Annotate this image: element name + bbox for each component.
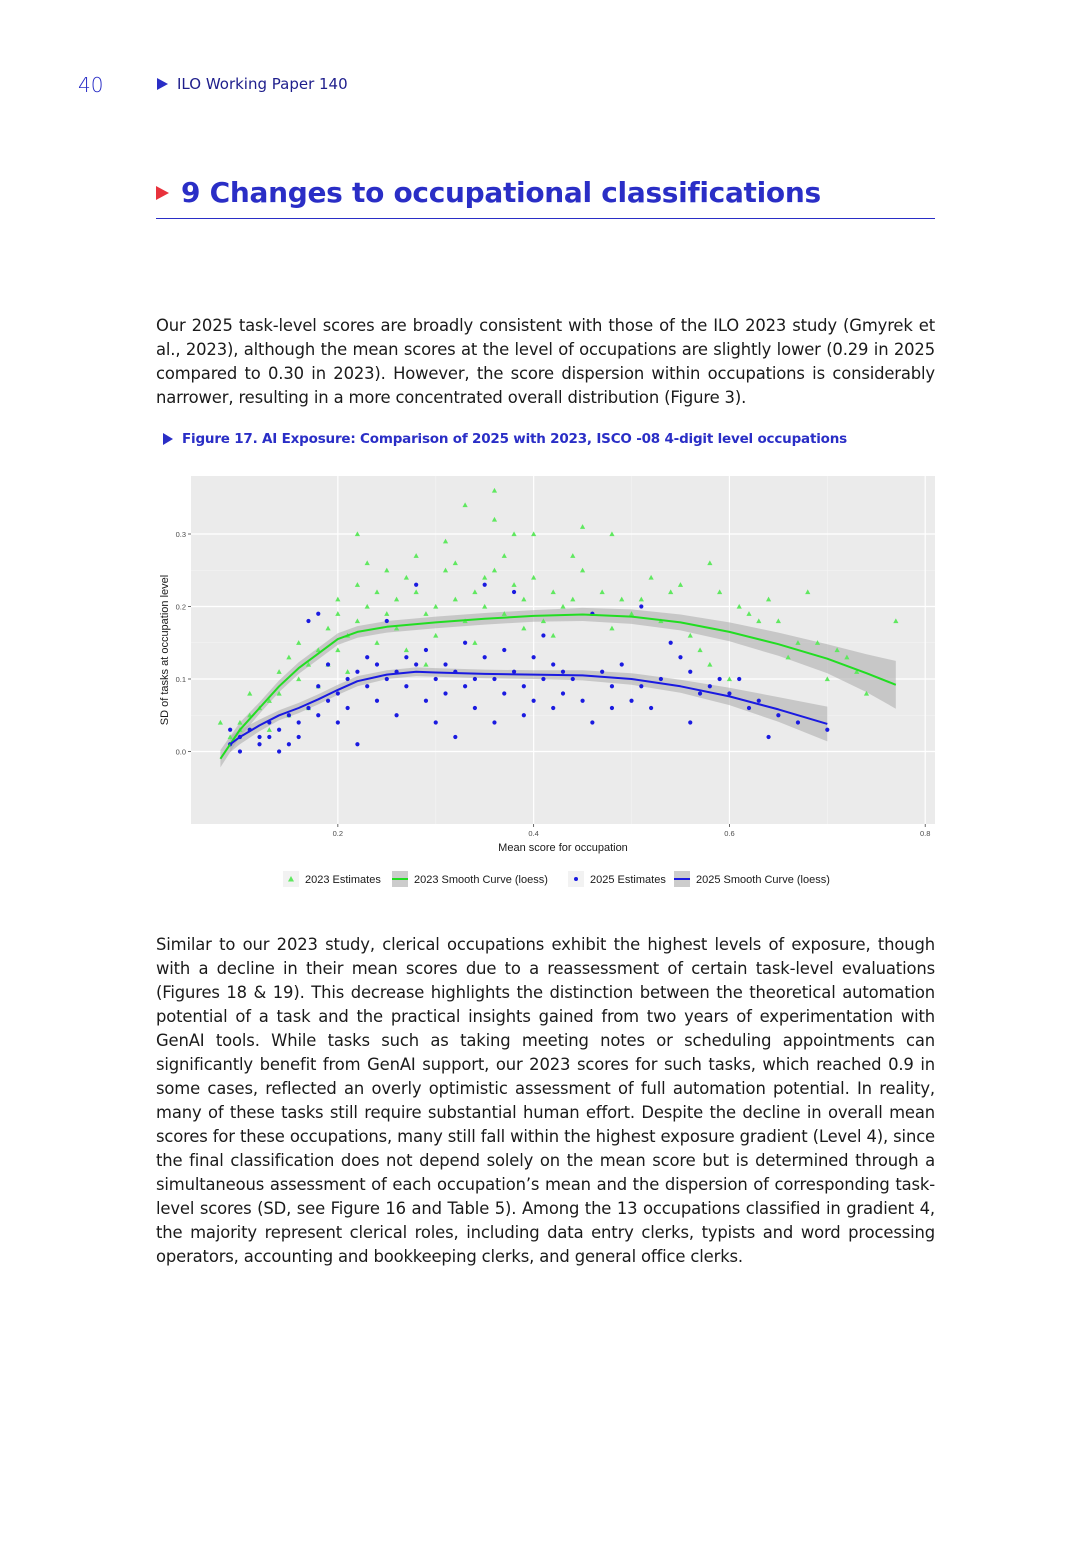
data-point-2025 [757, 699, 761, 703]
figure-caption [163, 431, 847, 447]
data-point-2025 [346, 677, 350, 681]
data-point-2025 [639, 604, 643, 608]
data-point-2025 [708, 684, 712, 688]
data-point-2025 [727, 691, 731, 695]
data-point-2025 [580, 699, 584, 703]
triangle-right-icon [163, 433, 173, 445]
data-point-2025 [718, 677, 722, 681]
data-point-2025 [306, 706, 310, 710]
data-point-2025 [473, 677, 477, 681]
data-point-2025 [414, 583, 418, 587]
data-point-2025 [688, 720, 692, 724]
data-point-2025 [336, 720, 340, 724]
data-point-2025 [492, 677, 496, 681]
data-point-2025 [277, 749, 281, 753]
data-point-2025 [316, 713, 320, 717]
data-point-2025 [551, 706, 555, 710]
data-point-2025 [492, 720, 496, 724]
figure-caption-text: Figure 17. AI Exposure: Comparison of 2025 with 2023, ISCO -08 4-digit level occupations [182, 431, 847, 447]
data-point-2025 [355, 742, 359, 746]
data-point-2025 [257, 742, 261, 746]
x-axis-title: Mean score for occupation [498, 842, 628, 854]
x-tick-label: 0.2 [332, 829, 344, 838]
data-point-2025 [737, 677, 741, 681]
data-point-2025 [287, 742, 291, 746]
data-point-2025 [610, 706, 614, 710]
data-point-2025 [453, 735, 457, 739]
data-point-2025 [669, 641, 673, 645]
data-point-2025 [365, 684, 369, 688]
data-point-2025 [502, 691, 506, 695]
data-point-2025 [483, 583, 487, 587]
triangle-right-icon [157, 78, 168, 90]
data-point-2025 [287, 713, 291, 717]
data-point-2025 [394, 713, 398, 717]
data-point-2025 [561, 670, 565, 674]
data-point-2025 [825, 728, 829, 732]
body-paragraph-2: Similar to our 2023 study, clerical occupations exhibit the highest levels of exposure, though with a decline in their mean scores due to a reassessment of certain task-level evaluations (Figures 18 & 19). This decrease highlights the distinction between the theoretical automation potential of a task and the practical insights gained from two years of experimentation with GenAI tools. While tasks such as taking meeting notes or scheduling appointments can significantly benefit from GenAI support, our 2023 scores for such tasks, which reached 0.9 in some cases, reflected an overly optimistic assessment of full automation potential. In reality, many of these tasks still require substantial human effort. Despite the decline in overall mean scores for these occupations, many still fall within the highest exposure gradient (Level 4), since the final classification does not depend solely on the mean score but is determined through a simultaneous assessment of each occupation’s mean and the dispersion of corresponding task-level scores (SD, see Figure 16 and Table 5). Among the 13 occupations classified in gradient 4, the majority represent clerical roles, including data entry clerks, typists and word processing operators, accounting and bookkeeping clerks, and general office clerks. [156, 935, 935, 1267]
data-point-2025 [522, 713, 526, 717]
data-point-2025 [483, 655, 487, 659]
data-point-2025 [590, 720, 594, 724]
data-point-2025 [512, 670, 516, 674]
page-number: 40 [78, 73, 104, 97]
data-point-2025 [297, 735, 301, 739]
data-point-2025 [365, 655, 369, 659]
data-point-2025 [551, 662, 555, 666]
data-point-2025 [629, 699, 633, 703]
data-point-2025 [532, 655, 536, 659]
y-tick-label: 0.1 [175, 675, 186, 684]
data-point-2025 [463, 684, 467, 688]
data-point-2025 [346, 706, 350, 710]
data-point-2025 [443, 691, 447, 695]
data-point-2025 [678, 655, 682, 659]
data-point-2025 [512, 590, 516, 594]
data-point-2025 [297, 720, 301, 724]
data-point-2025 [336, 691, 340, 695]
data-point-2025 [796, 720, 800, 724]
data-point-2025 [257, 735, 261, 739]
running-title: ILO Working Paper 140 [177, 75, 348, 93]
legend-label: 2023 Estimates [305, 874, 381, 886]
data-point-2025 [473, 706, 477, 710]
y-axis-title: SD of tasks at occupation level [159, 574, 171, 726]
data-point-2025 [375, 699, 379, 703]
data-point-2025 [561, 691, 565, 695]
scatter-chart [150, 468, 950, 898]
data-point-2025 [649, 706, 653, 710]
data-point-2025 [267, 735, 271, 739]
data-point-2025 [316, 684, 320, 688]
data-point-2025 [502, 648, 506, 652]
y-tick-label: 0.3 [175, 530, 186, 539]
data-point-2025 [228, 728, 232, 732]
data-point-2025 [698, 691, 702, 695]
body-paragraph-1: Our 2025 task-level scores are broadly consistent with those of the ILO 2023 study (Gmyrek et al., 2023), although the mean scores at the level of occupations are slightly lower (0.29 in 2025 compared to 0.30 in 2023). However, the score dispersion within occupations is considerably narrower, resulting in a more concentrated overall distribution (Figure 3). [156, 316, 935, 408]
data-point-2025 [306, 619, 310, 623]
data-point-2025 [326, 699, 330, 703]
y-tick-label: 0.0 [175, 747, 186, 757]
data-point-2025 [541, 633, 545, 637]
data-point-2025 [277, 728, 281, 732]
legend-label: 2025 Estimates [590, 874, 666, 886]
legend-label: 2023 Smooth Curve (loess) [414, 874, 548, 886]
data-point-2025 [522, 684, 526, 688]
data-point-2025 [443, 662, 447, 666]
data-point-2025 [424, 648, 428, 652]
data-point-2025 [639, 684, 643, 688]
data-point-2025 [532, 699, 536, 703]
data-point-2025 [620, 662, 624, 666]
x-tick-label: 0.8 [919, 829, 931, 838]
legend-label: 2025 Smooth Curve (loess) [696, 874, 830, 886]
data-point-2025 [326, 662, 330, 666]
section-title: 9 Changes to occupational classifications [181, 176, 821, 209]
running-head [157, 75, 348, 93]
data-point-2025 [238, 749, 242, 753]
triangle-right-icon [156, 186, 169, 200]
data-point-2025 [404, 684, 408, 688]
y-tick-label: 0.2 [175, 602, 186, 612]
data-point-2025 [747, 706, 751, 710]
data-point-2025 [385, 619, 389, 623]
data-point-2025 [659, 677, 663, 681]
data-point-2025 [375, 662, 379, 666]
data-point-2025 [766, 735, 770, 739]
data-point-2025 [463, 641, 467, 645]
x-tick-label: 0.6 [724, 829, 735, 838]
data-point-2025 [571, 677, 575, 681]
data-point-2025 [688, 670, 692, 674]
data-point-2025 [316, 612, 320, 616]
data-point-2025 [385, 677, 389, 681]
data-point-2025 [414, 662, 418, 666]
data-point-2025 [424, 699, 428, 703]
legend-dot-icon [574, 877, 578, 881]
data-point-2025 [355, 670, 359, 674]
data-point-2025 [434, 720, 438, 724]
x-tick-label: 0.4 [528, 829, 539, 838]
data-point-2025 [776, 713, 780, 717]
data-point-2025 [600, 670, 604, 674]
data-point-2025 [434, 677, 438, 681]
section-heading [156, 176, 935, 219]
data-point-2025 [610, 684, 614, 688]
data-point-2025 [404, 655, 408, 659]
data-point-2025 [541, 677, 545, 681]
